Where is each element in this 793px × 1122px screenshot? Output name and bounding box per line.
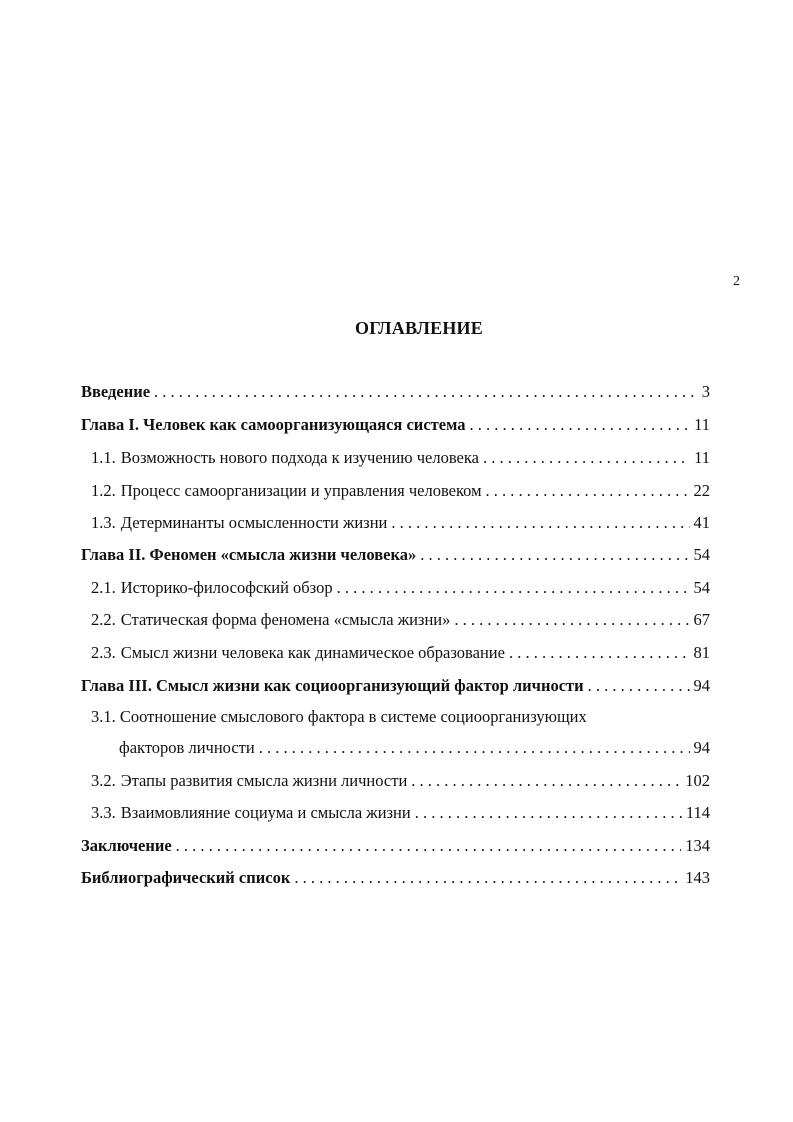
toc-number: 2.1.	[91, 578, 116, 597]
toc-entry-section-2-3[interactable]	[91, 643, 710, 667]
toc-label: Введение	[81, 382, 151, 401]
leader-dots	[391, 513, 689, 533]
toc-label: Процесс самоорганизации и управления человеком	[120, 481, 482, 500]
leader-dots	[294, 868, 681, 888]
toc-page: 102	[685, 771, 710, 790]
leader-dots	[588, 676, 690, 696]
toc-entry-chapter-2[interactable]	[81, 545, 710, 569]
toc-number: 1.2.	[91, 481, 116, 500]
toc-entry-section-1-1[interactable]	[91, 448, 710, 472]
toc-label: Глава II. Феномен «смысла жизни человека»	[81, 545, 417, 564]
toc-label: Библиографический список	[81, 868, 291, 887]
toc-entry-chapter-3[interactable]	[81, 676, 710, 700]
toc-entry-section-3-1-line1[interactable]	[91, 707, 720, 727]
toc-entry-section-3-3[interactable]	[91, 803, 710, 827]
toc-label: Глава I. Человек как самоорганизующаяся система	[81, 415, 466, 434]
toc-label: факторов личности	[119, 738, 255, 757]
toc-page: 11	[694, 415, 710, 434]
toc-label: Этапы развития смысла жизни личности	[120, 771, 408, 790]
leader-dots	[259, 738, 690, 758]
toc-label: Соотношение смыслового фактора в системе социоорганизующих	[119, 707, 587, 726]
leader-dots	[337, 578, 690, 598]
toc-page: 67	[693, 610, 710, 629]
toc-page: 3	[701, 382, 710, 401]
toc-label: Возможность нового подхода к изучению человека	[120, 448, 479, 467]
page-number: 2	[733, 274, 740, 289]
leader-dots	[411, 771, 681, 791]
toc-entry-conclusion[interactable]	[81, 836, 710, 860]
toc-number: 1.1.	[91, 448, 116, 467]
toc-page: 11	[694, 448, 710, 467]
leader-dots	[509, 643, 690, 663]
toc-page: 94	[693, 676, 710, 695]
leader-dots	[420, 545, 689, 565]
page-title: ОГЛАВЛЕНИЕ	[355, 318, 483, 338]
toc-page: 114	[685, 803, 710, 822]
toc-number: 3.3.	[91, 803, 116, 822]
toc-page: 81	[693, 643, 710, 662]
toc-entry-bibliography[interactable]	[81, 868, 710, 892]
toc-label: Статическая форма феномена «смысла жизни»	[120, 610, 451, 629]
toc-label: Взаимовлияние социума и смысла жизни	[120, 803, 411, 822]
toc-page: 22	[693, 481, 710, 500]
toc-page: 143	[685, 868, 710, 887]
leader-dots	[454, 610, 689, 630]
toc-number: 2.3.	[91, 643, 116, 662]
toc-entry-section-1-2[interactable]	[91, 481, 710, 505]
toc-entry-section-3-1-line2[interactable]	[119, 738, 710, 762]
toc-label: Историко-философский обзор	[120, 578, 333, 597]
toc-page: 54	[693, 545, 710, 564]
toc-label: Заключение	[81, 836, 172, 855]
toc-label: Смысл жизни человека как динамическое образование	[120, 643, 505, 662]
toc-label: Детерминанты осмысленности жизни	[120, 513, 388, 532]
toc-entry-section-2-1[interactable]	[91, 578, 710, 602]
leader-dots	[415, 803, 682, 823]
leader-dots	[176, 836, 682, 856]
toc-page: 54	[693, 578, 710, 597]
leader-dots	[469, 415, 690, 435]
toc-page: 41	[693, 513, 710, 532]
toc-page: 134	[685, 836, 710, 855]
toc-number: 3.1.	[91, 707, 116, 726]
toc-number: 3.2.	[91, 771, 116, 790]
toc-entry-introduction[interactable]	[81, 382, 710, 406]
toc-label: Глава III. Смысл жизни как социоорганизующий фактор личности	[81, 676, 584, 695]
toc-number: 1.3.	[91, 513, 116, 532]
leader-dots	[154, 382, 698, 402]
toc-page: 94	[693, 738, 710, 757]
toc-entry-section-3-2[interactable]	[91, 771, 710, 795]
toc-entry-chapter-1[interactable]	[81, 415, 710, 439]
toc-number: 2.2.	[91, 610, 116, 629]
leader-dots	[486, 481, 690, 501]
leader-dots	[483, 448, 690, 468]
toc-entry-section-2-2[interactable]	[91, 610, 710, 634]
toc-entry-section-1-3[interactable]	[91, 513, 710, 537]
